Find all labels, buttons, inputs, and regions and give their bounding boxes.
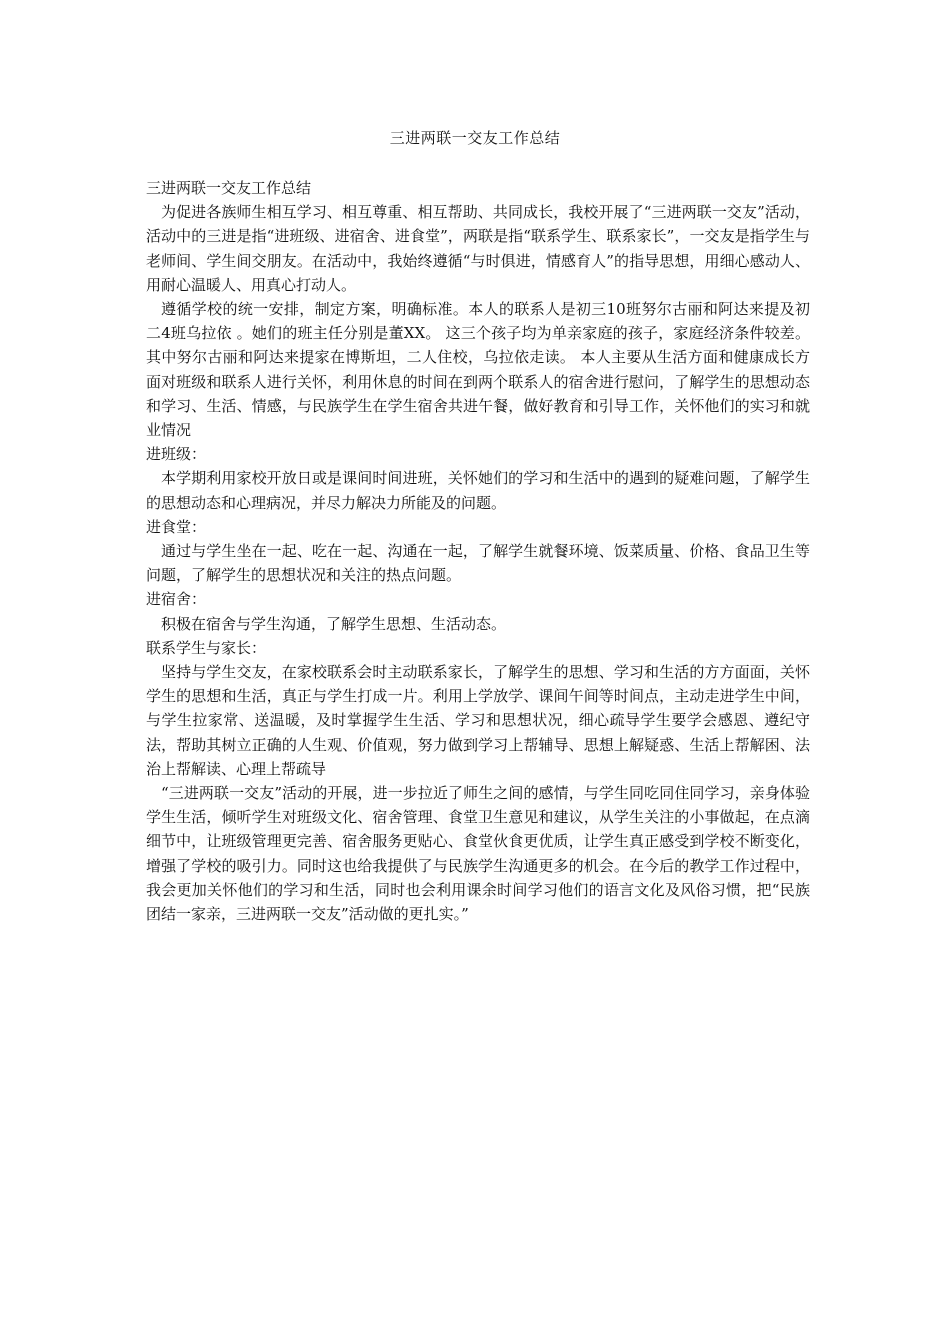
document-subtitle: 三进两联一交友工作总结 (146, 179, 312, 197)
paragraph-class: 本学期利用家校开放日或是课间时间进班，关怀她们的学习和生活中的遇到的疑难问题，了解学生的思想动态和心理病况，并尽力解决力所能及的问题。 (146, 469, 810, 512)
paragraph-canteen: 通过与学生坐在一起、吃在一起、沟通在一起，了解学生就餐环境、饭菜质量、价格、食品卫生等问题，了解学生的思想状况和关注的热点问题。 (146, 542, 810, 585)
paragraph-contact: 坚持与学生交友，在家校联系会时主动联系家长，了解学生的思想、学习和生活的方方面面，关怀学生的思想和生活，真正与学生打成一片。利用上学放学、课间午间等时间点，主动走进学生中间，与学生拉家常、送温暖，及时掌握学生生活、学习和思想状况，细心疏导学生要学会感恩、遵纪守法，帮助其树立正确的人生观、价值观，努力做到学习上帮辅导、思想上解疑惑、生活上帮解困、法治上帮解读、心理上帮疏导 (146, 663, 810, 778)
paragraph-arrangement: 遵循学校的统一安排，制定方案，明确标准。本人的联系人是初三10班努尔古丽和阿达来提及初二4班乌拉依 。她们的班主任分别是董XX。 这三个孩子均为单亲家庭的孩子，家庭经济条件较差。其中努尔古丽和阿达来提家在博斯坦，二人住校，乌拉依走读。 本人主要从生活方面和健康成长方面对班级和联系人进行关怀，利用休息的时间在到两个联系人的宿舍进行慰问，了解学生的思想动态和学习、生活、情感，与民族学生在学生宿舍共进午餐，做好教育和引导工作，关怀他们的实习和就业情况 (146, 300, 810, 440)
paragraph-dormitory: 积极在宿舍与学生沟通，了解学生思想、生活动态。 (161, 614, 507, 633)
section-heading-class: 进班级： (146, 445, 207, 464)
document-title: 三进两联一交友工作总结 (389, 129, 561, 147)
paragraph-intro: 为促进各族师生相互学习、相互尊重、相互帮助、共同成长，我校开展了“三进两联一交友”活动，活动中的三进是指“进班级、进宿舍、进食堂”，两联是指“联系学生、联系家长”，一交友是指学生与老师间、学生间交朋友。在活动中，我始终遵循“与时俱进，情感育人”的指导思想，用细心感动人、用耐心温暖人、用真心打动人。 (146, 203, 810, 294)
paragraph-conclusion: “三进两联一交友”活动的开展，进一步拉近了师生之间的感情，与学生同吃同住同学习，亲身体验学生生活，倾听学生对班级文化、宿舍管理、食堂卫生意见和建议，从学生关注的小事做起，在点滴细节中，让班级管理更完善、宿舍服务更贴心、食堂伙食更优质，让学生真正感受到学校不断变化，增强了学校的吸引力。同时这也给我提供了与民族学生沟通更多的机会。在今后的教学工作过程中，我会更加关怀他们的学习和生活，同时也会利用课余时间学习他们的语言文化及风俗习惯，把“民族团结一家亲，三进两联一交友”活动做的更扎实。” (146, 784, 810, 924)
section-heading-canteen: 进食堂： (146, 517, 207, 536)
document-body (146, 176, 810, 926)
section-heading-contact: 联系学生与家长： (146, 638, 267, 657)
section-heading-dormitory: 进宿舍： (146, 590, 207, 609)
